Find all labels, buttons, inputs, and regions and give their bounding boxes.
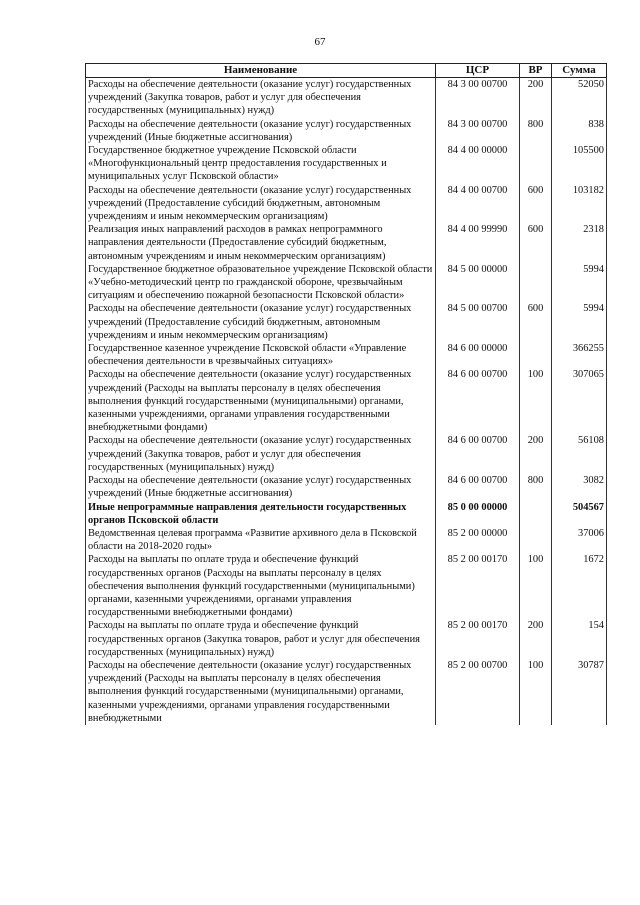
row-csr-cell: 84 4 00 99990 [436, 223, 520, 263]
row-csr-cell: 85 2 00 00700 [436, 659, 520, 725]
table-row [86, 342, 607, 368]
row-vr-cell: 800 [520, 118, 552, 144]
row-name-cell: Расходы на обеспечение деятельности (оказание услуг) государственных учреждений (Предоставление субсидий бюджетным, автономным учреждениям и иным некоммерческим организациям) [86, 302, 436, 342]
row-csr-cell: 85 2 00 00170 [436, 619, 520, 659]
row-sum-cell: 30787 [552, 659, 607, 725]
row-name-cell: Расходы на выплаты по оплате труда и обеспечение функций государственных органов (Закупка товаров, работ и услуг для обеспечения государственных (муниципальных) нужд) [86, 619, 436, 659]
row-csr-cell: 84 4 00 00700 [436, 184, 520, 224]
row-sum-cell: 2318 [552, 223, 607, 263]
row-sum-cell: 3082 [552, 474, 607, 500]
row-sum-cell: 1672 [552, 553, 607, 619]
row-sum-cell: 103182 [552, 184, 607, 224]
row-vr-cell [520, 342, 552, 368]
row-name-cell: Расходы на обеспечение деятельности (оказание услуг) государственных учреждений (Закупка товаров, работ и услуг для обеспечения государственных (муниципальных) нужд) [86, 434, 436, 474]
row-vr-cell [520, 263, 552, 303]
row-vr-cell: 100 [520, 553, 552, 619]
table-row [86, 434, 607, 474]
table-row [86, 527, 607, 553]
table-row [86, 184, 607, 224]
row-sum-cell: 5994 [552, 302, 607, 342]
table-row [86, 619, 607, 659]
row-vr-cell: 200 [520, 78, 552, 118]
row-name-cell: Государственное бюджетное образовательное учреждение Псковской области «Учебно-методический центр по гражданской обороне, чрезвычайным ситуациям и обеспечению пожарной безопасности Псковской области» [86, 263, 436, 303]
row-name-cell: Государственное казенное учреждение Псковской области «Управление обеспечения деятельности в чрезвычайных ситуациях» [86, 342, 436, 368]
row-csr-cell: 84 4 00 00000 [436, 144, 520, 184]
row-vr-cell [520, 527, 552, 553]
table-row [86, 474, 607, 500]
row-name-cell: Расходы на обеспечение деятельности (оказание услуг) государственных учреждений (Иные бюджетные ассигнования) [86, 474, 436, 500]
table-row [86, 659, 607, 725]
row-vr-cell [520, 144, 552, 184]
row-csr-cell: 85 2 00 00170 [436, 553, 520, 619]
row-vr-cell: 600 [520, 302, 552, 342]
row-name-cell: Реализация иных направлений расходов в рамках непрограммного направления деятельности (Предоставление субсидий бюджетным, автономным учреждениям и иным некоммерческим организациям) [86, 223, 436, 263]
row-sum-cell: 105500 [552, 144, 607, 184]
row-csr-cell: 84 6 00 00700 [436, 434, 520, 474]
row-csr-cell: 84 6 00 00000 [436, 342, 520, 368]
row-sum-cell: 37006 [552, 527, 607, 553]
page-number: 67 [314, 36, 326, 48]
row-name-cell: Расходы на обеспечение деятельности (оказание услуг) государственных учреждений (Расходы на выплаты персоналу в целях обеспечения выполнения функций государственными (муниципальными) органами, казенными учреждениями, органами управления государственными внебюджетными фондами) [86, 368, 436, 434]
table-row [86, 223, 607, 263]
row-sum-cell: 504567 [552, 501, 607, 527]
row-vr-cell: 100 [520, 368, 552, 434]
row-name-cell: Расходы на обеспечение деятельности (оказание услуг) государственных учреждений (Закупка товаров, работ и услуг для обеспечения государственных (муниципальных) нужд) [86, 78, 436, 118]
table-row [86, 302, 607, 342]
row-csr-cell: 85 2 00 00000 [436, 527, 520, 553]
row-csr-cell: 84 5 00 00700 [436, 302, 520, 342]
row-csr-cell: 84 6 00 00700 [436, 474, 520, 500]
table-header-row [86, 64, 607, 78]
column-header-name: Наименование [86, 64, 436, 78]
row-csr-cell: 85 0 00 00000 [436, 501, 520, 527]
table-row [86, 368, 607, 434]
row-name-cell: Расходы на обеспечение деятельности (оказание услуг) государственных учреждений (Расходы на выплаты персоналу в целях обеспечения выполнения функций государственными (муниципальными) органами, казенными учреждениями, органами управления государственными внебюджетными [86, 659, 436, 725]
column-header-csr: ЦСР [436, 64, 520, 78]
row-name-cell: Расходы на обеспечение деятельности (оказание услуг) государственных учреждений (Иные бюджетные ассигнования) [86, 118, 436, 144]
column-header-sum: Сумма [552, 64, 607, 78]
row-vr-cell: 800 [520, 474, 552, 500]
row-sum-cell: 56108 [552, 434, 607, 474]
row-name-cell: Расходы на обеспечение деятельности (оказание услуг) государственных учреждений (Предоставление субсидий бюджетным, автономным учреждениям и иным некоммерческим организациям) [86, 184, 436, 224]
column-header-vr: ВР [520, 64, 552, 78]
row-sum-cell: 366255 [552, 342, 607, 368]
row-csr-cell: 84 5 00 00000 [436, 263, 520, 303]
row-sum-cell: 52050 [552, 78, 607, 118]
table-row [86, 553, 607, 619]
row-vr-cell [520, 501, 552, 527]
table-row [86, 78, 607, 118]
table-body [86, 78, 607, 725]
row-csr-cell: 84 3 00 00700 [436, 118, 520, 144]
budget-table [85, 63, 607, 725]
row-csr-cell: 84 3 00 00700 [436, 78, 520, 118]
row-vr-cell: 200 [520, 434, 552, 474]
row-sum-cell: 154 [552, 619, 607, 659]
table-row [86, 118, 607, 144]
row-name-cell: Государственное бюджетное учреждение Псковской области «Многофункциональный центр предоставления государственных и муниципальных услуг Псковской области» [86, 144, 436, 184]
row-vr-cell: 600 [520, 184, 552, 224]
row-vr-cell: 200 [520, 619, 552, 659]
row-sum-cell: 838 [552, 118, 607, 144]
row-name-cell: Иные непрограммные направления деятельности государственных органов Псковской области [86, 501, 436, 527]
table-row [86, 501, 607, 527]
row-csr-cell: 84 6 00 00700 [436, 368, 520, 434]
table-row [86, 263, 607, 303]
row-name-cell: Ведомственная целевая программа «Развитие архивного дела в Псковской области на 2018-2020 годы» [86, 527, 436, 553]
row-name-cell: Расходы на выплаты по оплате труда и обеспечение функций государственных органов (Расходы на выплаты персоналу в целях обеспечения выполнения функций государственными (муниципальными) органами, казенными учреждениями, органами управления государственными внебюджетными фондами) [86, 553, 436, 619]
row-sum-cell: 5994 [552, 263, 607, 303]
table-row [86, 144, 607, 184]
row-sum-cell: 307065 [552, 368, 607, 434]
row-vr-cell: 100 [520, 659, 552, 725]
row-vr-cell: 600 [520, 223, 552, 263]
